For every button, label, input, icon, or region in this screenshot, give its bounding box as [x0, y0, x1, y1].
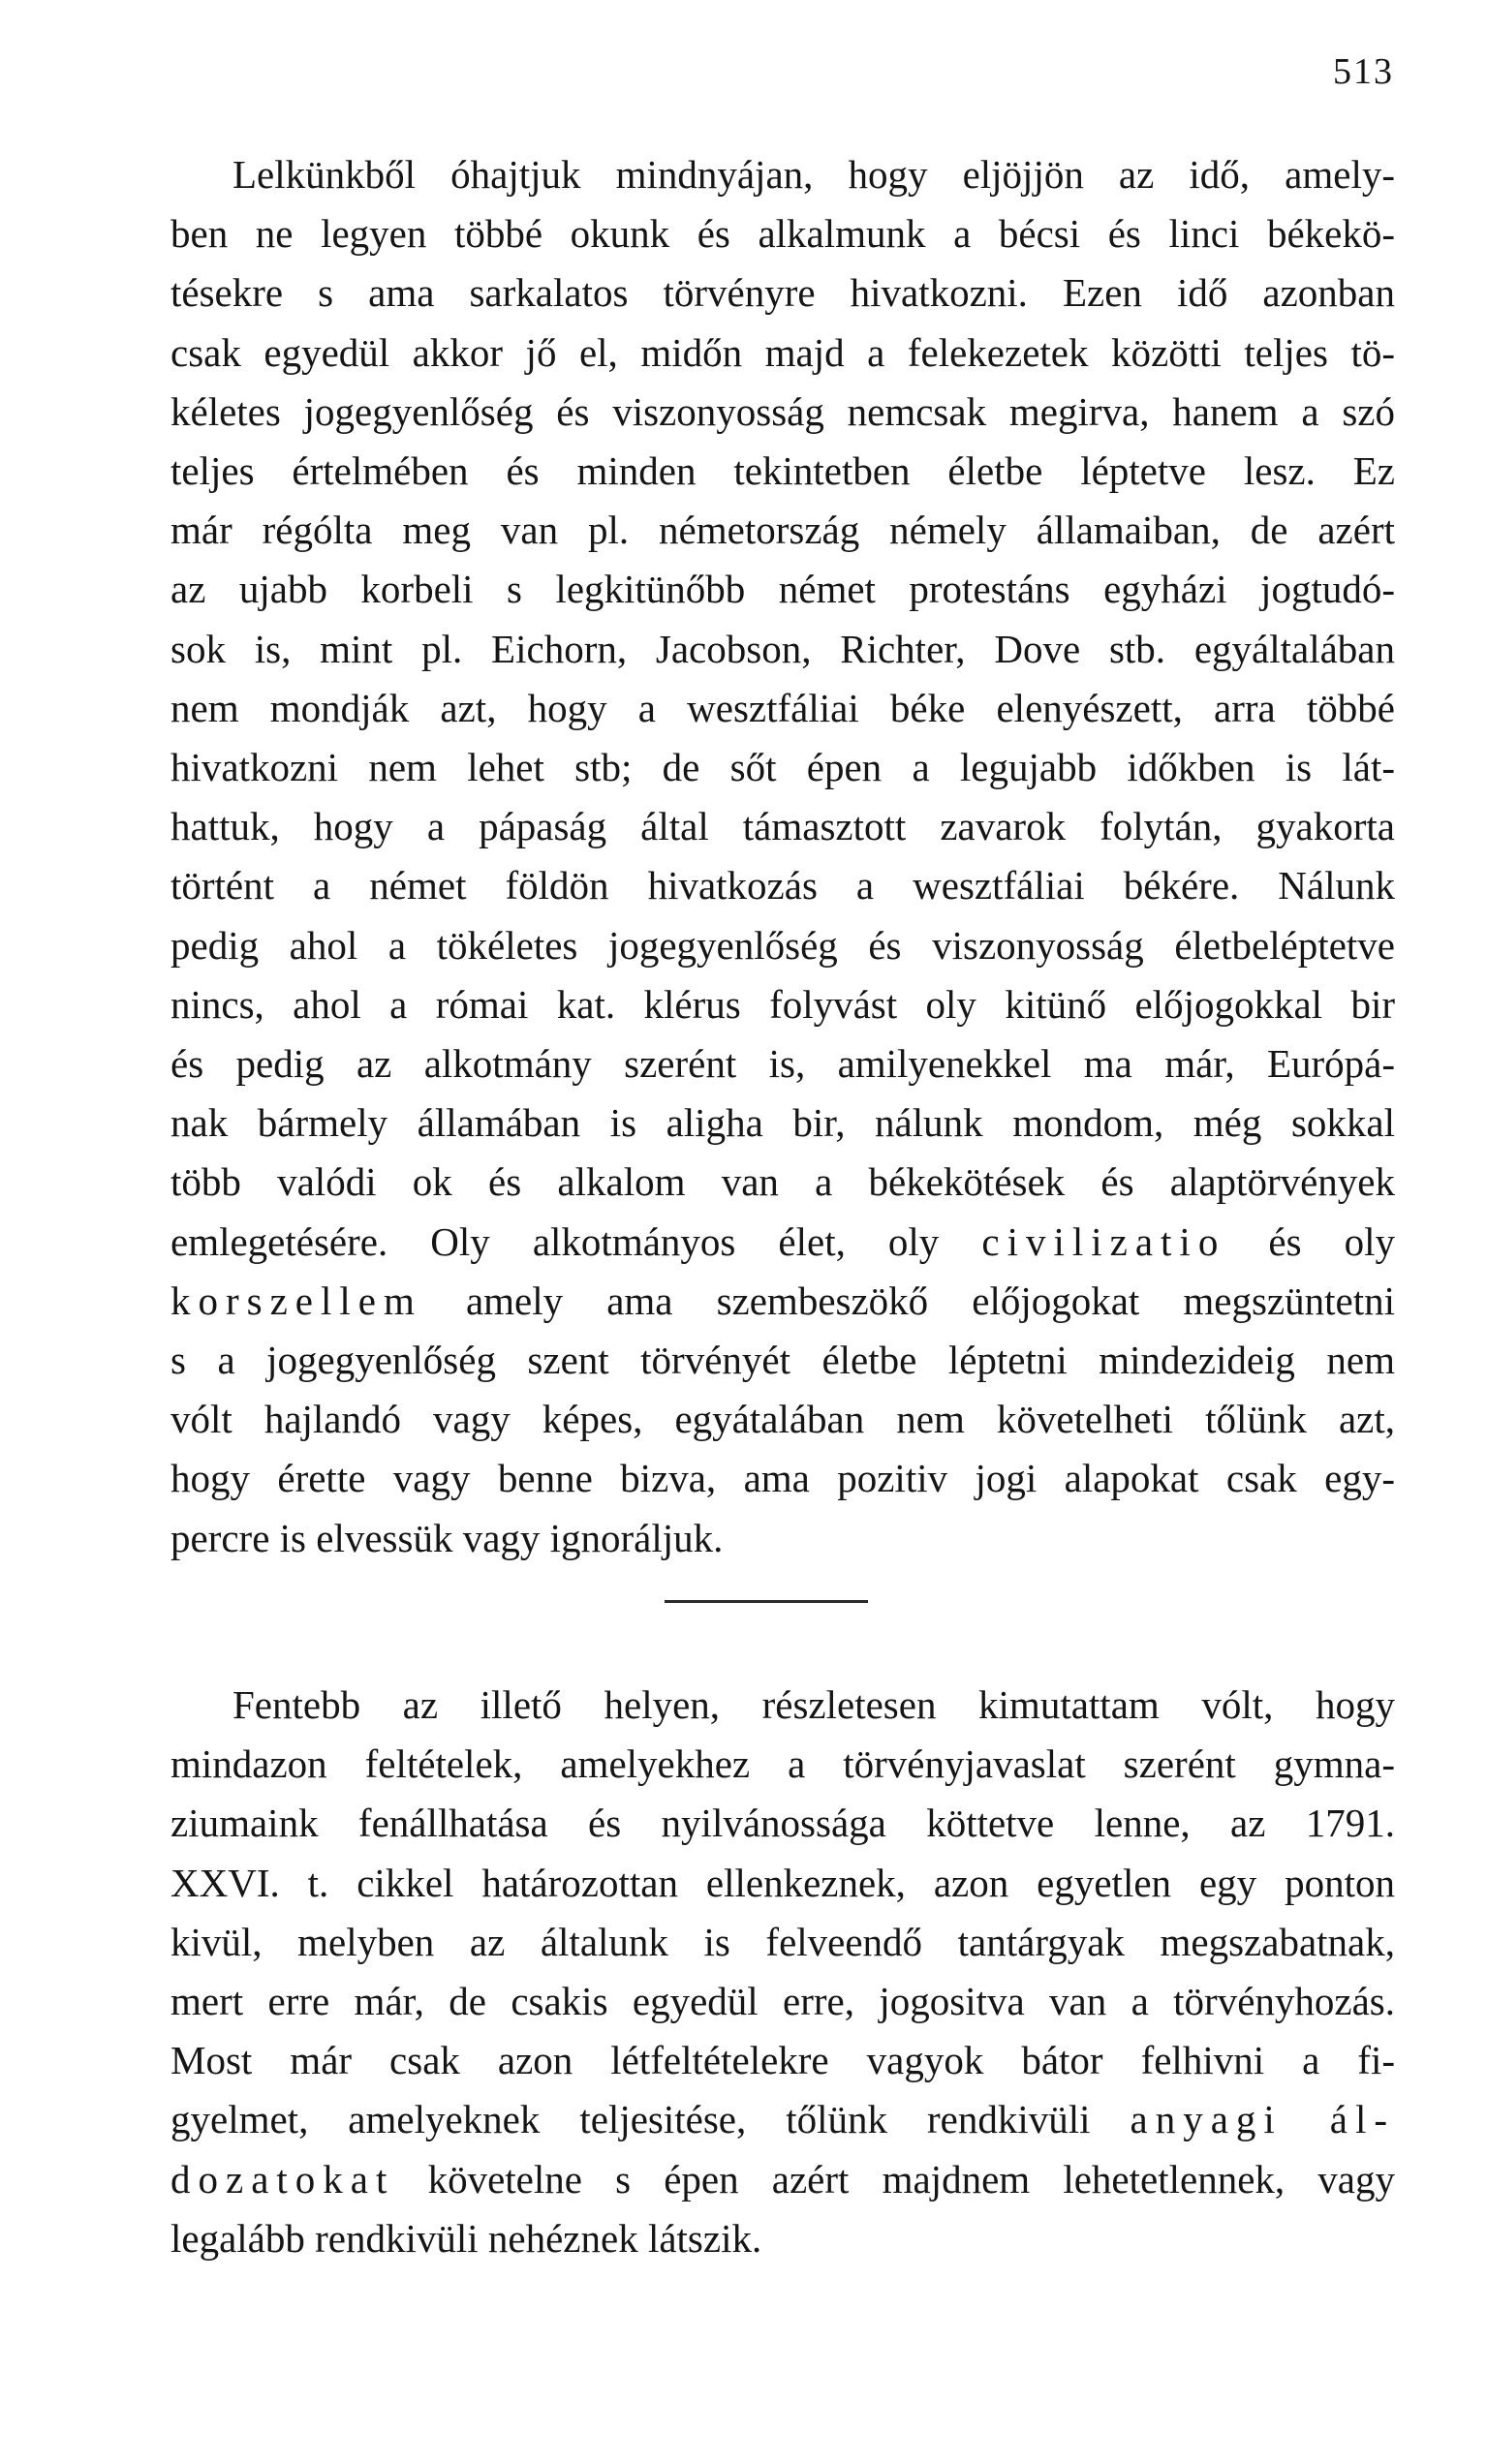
text-line: kivül, melyben az általunk is felveendő tantárgyak megszabatnak,	[170, 1919, 1395, 1964]
text-line: nem mondják azt, hogy a wesztfáliai béke elenyészett, arra többé	[170, 685, 1395, 730]
text-line: teljes értelmében és minden tekintetben életbe léptetve lesz. Ez	[170, 448, 1395, 494]
spaced-emphasis: korszellem	[170, 1278, 422, 1323]
text-line: történt a német földön hivatkozás a wesztfáliai békére. Nálunk	[170, 863, 1395, 909]
spaced-emphasis: dozatokat	[170, 2156, 395, 2202]
text-line: legalább rendkivüli nehéznek látszik.	[170, 2215, 762, 2261]
section-separator	[665, 1600, 868, 1603]
text-line: tésekre s ama sarkalatos törvényre hivatkozni. Ezen idő azonban	[170, 270, 1395, 316]
text-line: Lelkünkből óhajtjuk mindnyájan, hogy eljöjjön az idő, amely-	[232, 152, 1395, 197]
text-line: mindazon feltételek, amelyekhez a törvényjavaslat szerént gymna-	[170, 1741, 1395, 1787]
text-line: az ujabb korbeli s legkitünőbb német protestáns egyházi jogtudó-	[170, 567, 1395, 612]
text-line	[170, 2150, 1395, 2209]
text-segment: gyelmet, amelyeknek teljesitése, tőlünk rendkivüli	[170, 2097, 1091, 2142]
text-line: és pedig az alkotmány szerént is, amilyenekkel ma már, Európá-	[170, 1041, 1395, 1087]
paragraph-2	[170, 1676, 1395, 2268]
spaced-emphasis: anyagi ál-	[1130, 2097, 1396, 2142]
text-line: Fentebb az illető helyen, részletesen kimutattam vólt, hogy	[232, 1682, 1395, 1727]
text-segment: emlegetésére. Oly alkotmányos élet, oly	[170, 1218, 940, 1264]
text-line: nak bármely államában is aligha bir, nálunk mondom, még sokkal	[170, 1100, 1395, 1146]
text-line: hogy érette vagy benne bizva, ama pozitiv jogi alapokat csak egy-	[170, 1456, 1395, 1501]
text-segment: amely ama szembeszökő előjogokat megszüntetni	[465, 1278, 1395, 1323]
text-line: XXVI. t. cikkel határozottan ellenkeznek, azon egyetlen egy ponton	[170, 1860, 1395, 1905]
paragraph-1	[170, 145, 1395, 1568]
text-line: kéletes jogegyenlőség és viszonyosság nemcsak megirva, hanem a szó	[170, 388, 1395, 434]
text-line: nincs, ahol a római kat. klérus folyvást oly kitünő előjogokkal bir	[170, 981, 1395, 1027]
text-line: vólt hajlandó vagy képes, egyátalában nem követelheti tőlünk azt,	[170, 1397, 1395, 1442]
text-line: hivatkozni nem lehet stb; de sőt épen a legujabb időkben is lát-	[170, 745, 1395, 790]
text-line: mert erre már, de csakis egyedül erre, jogositva van a törvényhozás.	[170, 1979, 1395, 2024]
text-line: ziumaink fenállhatása és nyilvánossága köttetve lenne, az 1791.	[170, 1801, 1395, 1846]
text-line	[170, 1272, 1395, 1331]
text-segment: és oly	[1268, 1218, 1395, 1264]
text-line: hattuk, hogy a pápaság által támasztott zavarok folytán, gyakorta	[170, 804, 1395, 849]
text-segment: követelne s épen azért majdnem lehetetlennek, vagy	[427, 2156, 1396, 2202]
text-line: pedig ahol a tökéletes jogegyenlőség és viszonyosság életbeléptetve	[170, 922, 1395, 968]
text-line: csak egyedül akkor jő el, midőn majd a felekezetek közötti teljes tö-	[170, 329, 1395, 375]
text-line	[170, 2090, 1395, 2149]
spaced-emphasis: civilizatio	[981, 1218, 1226, 1264]
text-line: már régólta meg van pl. németország némely államaiban, de azért	[170, 508, 1395, 553]
text-line: ben ne legyen többé okunk és alkalmunk a bécsi és linci békekö-	[170, 211, 1395, 257]
page-number: 513	[1333, 51, 1394, 92]
text-line: s a jogegyenlőség szent törvényét életbe léptetni mindezideig nem	[170, 1338, 1395, 1383]
text-line: percre is elvessük vagy ignoráljuk.	[170, 1515, 724, 1560]
text-line: sok is, mint pl. Eichorn, Jacobson, Richter, Dove stb. egyáltalában	[170, 626, 1395, 671]
text-line: Most már csak azon létfeltételekre vagyok bátor felhivni a fi-	[170, 2038, 1395, 2083]
text-line	[170, 1213, 1395, 1272]
text-line: több valódi ok és alkalom van a békekötések és alaptörvények	[170, 1159, 1395, 1205]
